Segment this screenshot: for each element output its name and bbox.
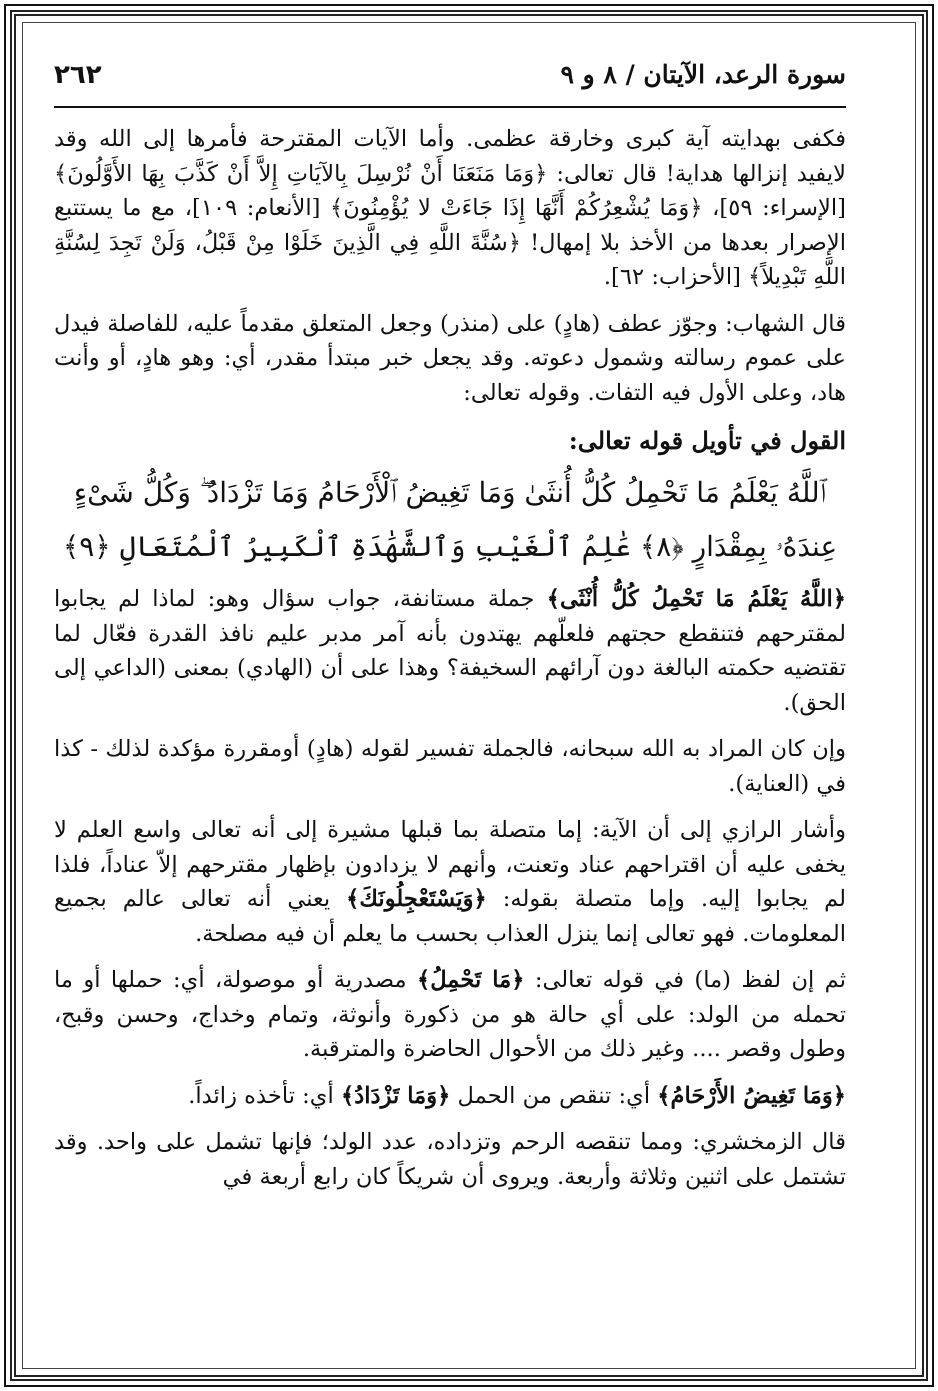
verse-line: عِندَهُۥ بِمِقْدَارٍ ﴿٨﴾ عَٰلِمُ ٱلْغَيْبِ وَٱلشَّهَٰدَةِ ٱلْكَبِيرُ ٱلْمُتَعَالِ ﴿٩﴾ [62,530,838,563]
quote: ﴿وَيَسْتَعْجِلُونَكَ﴾ [346,886,487,912]
quote: ﴿وَمَا تَغِيضُ الأَرْحَامُ﴾ [657,1082,846,1109]
page-body [54,122,846,1194]
running-title: سورة الرعد، الآيتان / ٨ و ٩ [560,60,846,89]
quote: ﴿وَمَا تَزْدَادُ﴾ [340,1082,451,1109]
quran-verse [54,466,846,574]
book-page [54,60,846,1325]
text: يعني أنه تعالى عالم بجميع المعلومات. فهو تعالى إنما ينزل العذاب بحسب ما يعلم أن فيه مصلحة. [54,886,846,947]
paragraph: وإن كان المراد به الله سبحانه، فالجملة تفسير لقوله (هادٍ) أومقررة مؤكدة لذلك - كذا في (العناية). [54,736,846,797]
paragraph [54,1079,846,1114]
text: أي: تنقص من الحمل [450,1082,658,1109]
verse-line: ٱللَّهُ يَعْلَمُ مَا تَحْمِلُ كُلُّ أُنثَىٰ وَمَا تَغِيضُ ٱلْأَرْحَامُ وَمَا تَزْدَادُ ۖ وَكُلُّ شَىْءٍ [73,476,827,509]
text: وأشار الرازي إلى أن الآية: إما متصلة بما قبلها مشيرة إلى أنه تعالى واسع العلم لا يخفى عليه أن اقتراحهم عناد وتعنت، وأنهم لا يزدادون بإظهار مقترحهم إلاّ عناداً، فلذا لم يجابوا إليه. وإما متصلة بقوله: [54,817,846,912]
paragraph [54,963,846,1067]
quote: ﴿اللَّهُ يَعْلَمُ مَا تَحْمِلُ كُلُّ أُنْثَى﴾ [546,586,846,612]
page-number: ٢٦٢ [54,60,102,90]
paragraph [54,582,846,720]
text: ثم إن لفظ (ما) في قوله تعالى: [524,967,846,993]
quote: ﴿مَا تَحْمِلُ﴾ [416,967,525,993]
paragraph: فكفى بهدايته آية كبرى وخارقة عظمى. وأما الآيات المقترحة فأمرها إلى الله وقد لايفيد إنزالها هداية! قال تعالى: ﴿وَمَا مَنَعَنَا أَنْ نُرْسِلَ بِالآيَاتِ إِلاَّ أَنْ كَذَّبَ بِهَا الأَوَّلُونَ﴾ [الإسراء: ٥٩]، ﴿وَمَا يُشْعِرُكُمْ أَنَّهَا إِذَا جَاءَتْ لا يُؤْمِنُونَ﴾ [الأنعام: ١٠٩]، مع ما يستتبع الإصرار بعدها من الأخذ بلا إمهال! ﴿سُنَّةَ اللَّهِ فِي الَّذِينَ خَلَوْا مِنْ قَبْلُ، وَلَنْ تَجِدَ لِسُنَّةِ اللَّهِ تَبْدِيلاً﴾ [الأحزاب: ٦٢]. [54,126,846,290]
section-heading: القول في تأويل قوله تعالى: [568,426,846,455]
text: أي: تأخذه زائداً. [188,1082,341,1109]
paragraph: قال الشهاب: وجوّز عطف (هادٍ) على (منذر) وجعل المتعلق مقدماً عليه، للفاصلة فيدل على عموم رسالته وشمول دعوته. وقد يجعل خبر مبتدأ مقدر، أي: وهو هادٍ، أو وأنت هاد، وعلى الأول فيه التفات. وقوله تعالى: [54,310,846,406]
paragraph: قال الزمخشري: ومما تنقصه الرحم وتزداده، عدد الولد؛ فإنها تشمل على واحد. وقد تشتمل على اثنين وثلاثة وأربعة. ويروى أن شريكاً كان رابع أربعة في [54,1129,846,1190]
text: مصدرية أو موصولة، أي: حملها أو ما تحمله من الولد: على أي حالة هو من ذكورة وأنوثة، وتمام وخداج، وحسن وقبح، وطول وقصر .... وغير ذلك من الأحوال الحاضرة والمترقبة. [54,967,846,1062]
page-header [54,60,846,108]
paragraph [54,813,846,951]
text: جملة مستانفة، جواب سؤال وهو: لماذا لم يجابوا لمقترحهم فتنقطع حجتهم فلعلّهم يهتدون بأنه آمر مدبر عليم نافذ القدرة فعّال لما تقتضيه حكمته البالغة دون آرائهم السخيفة؟ وهذا على أن (الهادي) بمعنى (الداعي إلى الحق). [54,586,846,716]
